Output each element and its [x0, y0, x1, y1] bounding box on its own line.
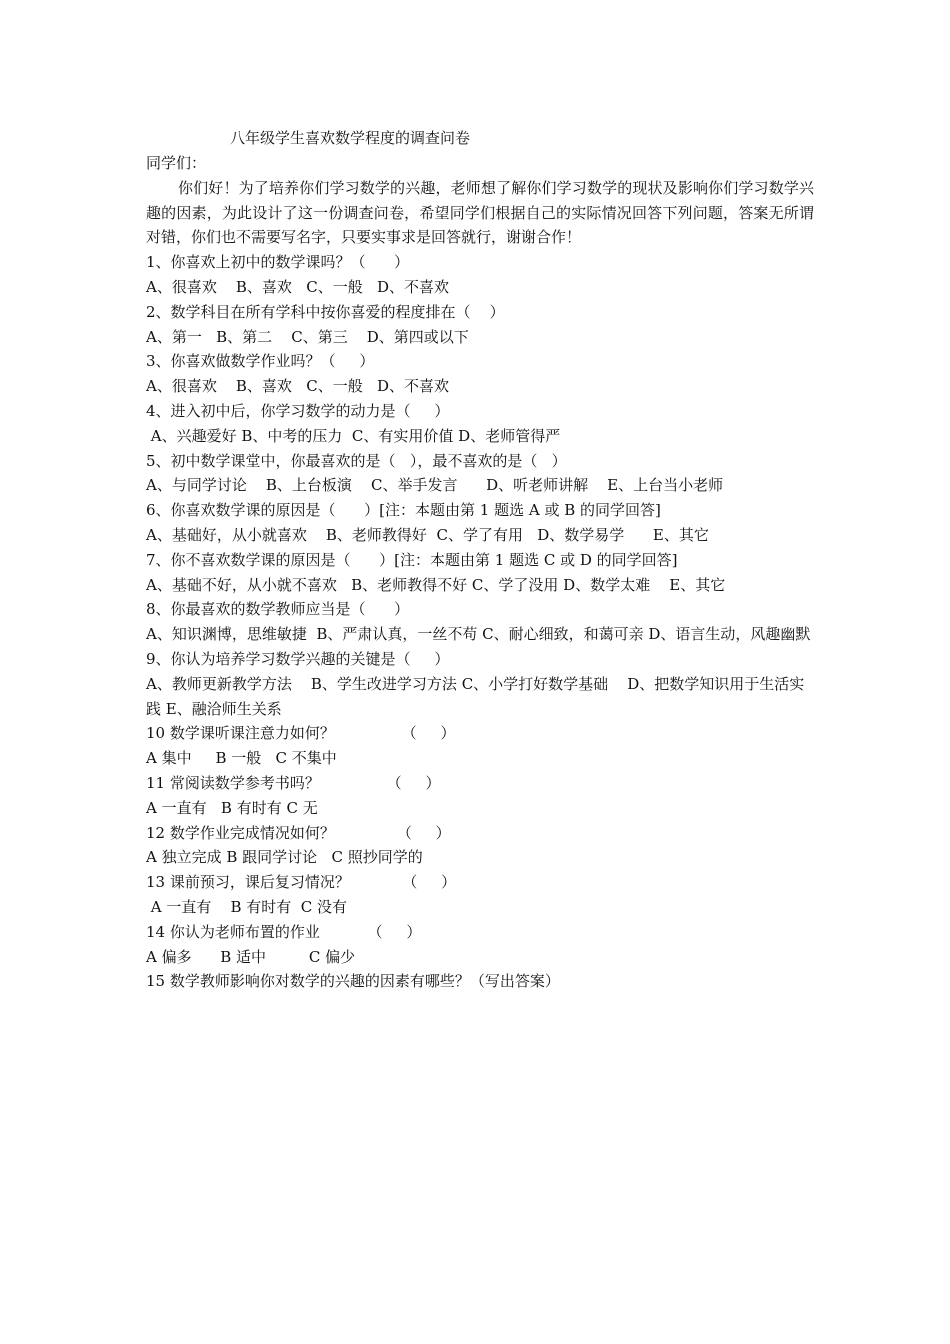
- question-14: 14 你认为老师布置的作业 （ ）: [146, 922, 422, 941]
- options-4: A、兴趣爱好 B、中考的压力 C、有实用价值 D、老师管得严: [146, 426, 561, 445]
- question-13: 13 课前预习，课后复习情况？ （ ）: [146, 873, 457, 892]
- question-12: 12 数学作业完成情况如何？ （ ）: [146, 823, 451, 842]
- question-4: 4、进入初中后，你学习数学的动力是（ ）: [146, 401, 450, 420]
- intro-paragraph: 你们好！为了培养你们学习数学的兴趣，老师想了解你们学习数学的现状及影响你们学习数学兴趣的因素，为此设计了这一份调查问卷，希望同学们根据自己的实际情况回答下列问题，答案无所谓对错，你们也不需要写名字，只要实事求是回答就行，谢谢合作！: [146, 178, 814, 247]
- options-5: A、与同学讨论 B、上台板演 C、举手发言 D、听老师讲解 E、上台当小老师: [146, 476, 724, 495]
- options-13: A 一直有 B 有时有 C 没有: [146, 897, 348, 916]
- question-15: 15 数学教师影响你对数学的兴趣的因素有哪些？（写出答案）: [146, 972, 560, 991]
- options-8: A、知识渊博，思维敏捷 B、严肃认真，一丝不苟 C、耐心细致，和蔼可亲 D、语言生动，风趣幽默: [146, 625, 811, 644]
- question-7: 7、你不喜欢数学课的原因是（ ）[注：本题由第 1 题选 C 或 D 的同学回答]: [146, 550, 678, 569]
- question-1: 1、你喜欢上初中的数学课吗？（ ）: [146, 253, 410, 272]
- question-10: 10 数学课听课注意力如何？ （ ）: [146, 724, 456, 743]
- question-8: 8、你最喜欢的数学教师应当是（ ）: [146, 600, 410, 619]
- question-3: 3、你喜欢做数学作业吗？（ ）: [146, 352, 375, 371]
- options-12: A 独立完成 B 跟同学讨论 C 照抄同学的: [146, 848, 423, 867]
- options-9: A、教师更新教学方法 B、学生改进学习方法 C、小学打好数学基础 D、把数学知识用于生活实践 E、融洽师生关系: [146, 674, 805, 718]
- options-14: A 偏多 B 适中 C 偏少: [146, 947, 356, 966]
- question-5: 5、初中数学课堂中，你最喜欢的是（ ），最不喜欢的是（ ）: [146, 451, 567, 470]
- survey-title: 八年级学生喜欢数学程度的调查问卷: [230, 129, 471, 147]
- options-1: A、很喜欢 B、喜欢 C、一般 D、不喜欢: [146, 277, 450, 296]
- question-11: 11 常阅读数学参考书吗？ （ ）: [146, 773, 441, 792]
- options-7: A、基础不好，从小就不喜欢 B、老师教得不好 C、学了没用 D、数学太难 E、其它: [146, 575, 726, 594]
- options-6: A、基础好，从小就喜欢 B、老师教得好 C、学了有用 D、数学易学 E、其它: [146, 525, 709, 544]
- greeting: 同学们：: [146, 154, 207, 172]
- options-2: A、第一 B、第二 C、第三 D、第四或以下: [146, 327, 469, 346]
- question-2: 2、数学科目在所有学科中按你喜爱的程度排在（ ）: [146, 302, 505, 321]
- options-3: A、很喜欢 B、喜欢 C、一般 D、不喜欢: [146, 377, 450, 396]
- question-9: 9、你认为培养学习数学兴趣的关键是（ ）: [146, 649, 450, 668]
- options-10: A 集中 B 一般 C 不集中: [146, 749, 337, 768]
- question-6: 6、你喜欢数学课的原因是（ ）[注：本题由第 1 题选 A 或 B 的同学回答]: [146, 501, 661, 520]
- survey-body: [146, 151, 814, 994]
- options-11: A 一直有 B 有时有 C 无: [146, 798, 318, 817]
